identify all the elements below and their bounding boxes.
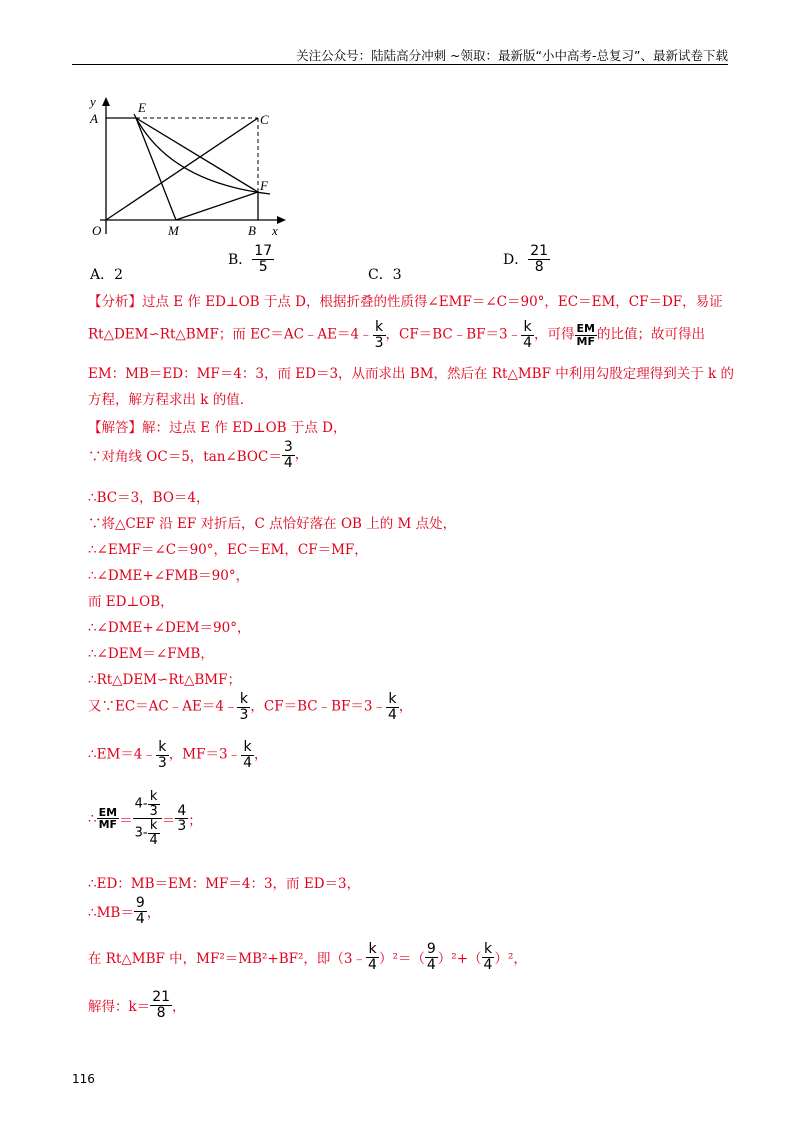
analysis-line-2: Rt△DEM∽Rt△BMF；而 EC＝AC﹣AE＝4﹣ $\frac{k}{3}$ ，CF＝BC﹣BF＝3﹣ $\frac{k}{4}$ ，可得 $\frac{EM}{MF}$ 的比值；故可得出: [88, 319, 706, 351]
label-B: B: [248, 223, 256, 238]
option-c: C．3: [368, 267, 402, 283]
complex-fraction: 4- $\frac{k}{3}$ 3- $\frac{k}{4}$: [133, 790, 162, 848]
label-C: C: [260, 112, 269, 127]
solution-line-2: ∵对角线 OC＝5，tan∠BOC＝ $\frac{3}{4}$ ，: [88, 439, 309, 471]
label-A: A: [90, 111, 98, 126]
solution-line-3: ∴BC＝3，BO＝4，: [88, 490, 210, 506]
fraction-4-over-3: $\frac{4}{3}$: [177, 802, 187, 835]
analysis-line-4: 方程，解方程求出 k 的值．: [88, 392, 254, 408]
fraction-k-over-4: $\frac{k}{4}$: [243, 739, 252, 771]
solution-line-8: ∴∠DME+∠DEM＝90°，: [88, 620, 251, 636]
page-header: 关注公众号：陆陆高分冲刺 ~领取：最新版“小中高考-总复习”、最新试卷下载: [296, 48, 728, 63]
label-M: M: [168, 223, 179, 238]
geometry-figure: [88, 94, 298, 244]
analysis-line-3: EM：MB＝ED：MF＝4：3，而 ED＝3，从而求出 BM，然后在 Rt△MBF 中利用勾股定理得到关于 k 的: [88, 366, 734, 382]
solution-line-5: ∴∠EMF＝∠C＝90°，EC＝EM，CF＝MF，: [88, 542, 368, 558]
label-x: x: [272, 223, 278, 238]
fraction-21-over-8: $\frac{21}{8}$: [152, 989, 171, 1021]
option-a: A．2: [90, 267, 124, 283]
solution-line-13: ∴ $\frac{EM}{MF}$ ＝ 4- $\frac{k}{3}$ 3- $\frac{k}{4}$ ＝ $\frac{4}{3}$ ；: [88, 789, 202, 848]
diagonal-OC: [106, 118, 258, 220]
solution-line-17: 解得：k＝ $\frac{21}{8}$ ，: [88, 989, 186, 1021]
fraction-k-over-4: $\frac{k}{4}$: [387, 691, 397, 723]
solution-line-6: ∴∠DME+∠FMB＝90°，: [88, 568, 250, 584]
fraction-3-over-4: $\frac{3}{4}$: [283, 439, 293, 471]
label-F: F: [260, 178, 268, 193]
option-b: B． $\frac{17}{5}$: [228, 243, 273, 275]
fraction-k-over-4: $\frac{k}{4}$: [523, 319, 533, 351]
fraction-k-over-3: $\frac{k}{3}$: [239, 691, 249, 723]
page-number: 116: [72, 1072, 95, 1086]
solution-line-4: ∵将△CEF 沿 EF 对折后，C 点恰好落在 OB 上的 M 点处，: [88, 516, 457, 532]
solution-line-11: 又∵EC＝AC﹣AE＝4﹣ $\frac{k}{3}$ ，CF＝BC﹣BF＝3﹣ $\frac{k}{4}$ ，: [88, 691, 413, 723]
solution-line-10: ∴Rt△DEM∽Rt△BMF；: [88, 672, 241, 688]
header-rule: [72, 64, 728, 65]
fraction-9-over-4: $\frac{9}{4}$: [135, 895, 145, 927]
solution-line-9: ∴∠DEM＝∠FMB，: [88, 646, 214, 662]
fraction-9-over-4: $\frac{9}{4}$: [426, 941, 436, 973]
solution-line-16: 在 Rt△MBF 中，MF²＝MB²+BF²，即（3﹣ $\frac{k}{4}$ ）²＝（ $\frac{9}{4}$ ）²+（ $\frac{k}{4}$ ）²，: [88, 941, 527, 973]
y-axis-arrow: [102, 97, 110, 106]
label-E: E: [138, 100, 146, 115]
option-d-fraction: $\frac{21}{8}$: [530, 243, 549, 275]
option-b-fraction: $\frac{17}{5}$: [254, 243, 273, 275]
fraction-k-over-4: $\frac{k}{4}$: [483, 941, 493, 973]
solution-line-1: 【解答】解：过点 E 作 ED⊥OB 于点 D，: [88, 420, 347, 436]
fraction-k-over-3: $\frac{k}{3}$: [157, 739, 167, 771]
label-y: y: [90, 94, 96, 109]
option-d: D． $\frac{21}{8}$: [503, 243, 549, 275]
fraction-k-over-3: $\frac{k}{3}$: [374, 319, 384, 351]
segment-EF: [136, 118, 258, 192]
segment-EM: [136, 118, 176, 220]
fraction-k-over-4: $\frac{k}{4}$: [368, 941, 377, 973]
solution-line-15: ∴MB＝ $\frac{9}{4}$ ，: [88, 895, 161, 927]
solution-line-14: ∴ED：MB＝EM：MF＝4：3，而 ED＝3，: [88, 876, 361, 892]
hyperbola-curve: [134, 114, 270, 194]
label-O: O: [92, 223, 102, 238]
analysis-line-1: 【分析】过点 E 作 ED⊥OB 于点 D，根据折叠的性质得∠EMF＝∠C＝90°，EC＝EM，CF＝DF，易证: [88, 294, 723, 310]
solution-line-12: ∴EM＝4﹣ $\frac{k}{3}$ ，MF＝3﹣ $\frac{k}{4}$ ，: [88, 739, 268, 771]
segment-MF: [176, 192, 258, 220]
x-axis-arrow: [277, 216, 286, 224]
solution-line-7: 而 ED⊥OB，: [88, 594, 174, 610]
fraction-em-over-mf: $\frac{EM}{MF}$: [98, 805, 118, 832]
fraction-em-over-mf: $\frac{EM}{MF}$: [576, 322, 596, 348]
